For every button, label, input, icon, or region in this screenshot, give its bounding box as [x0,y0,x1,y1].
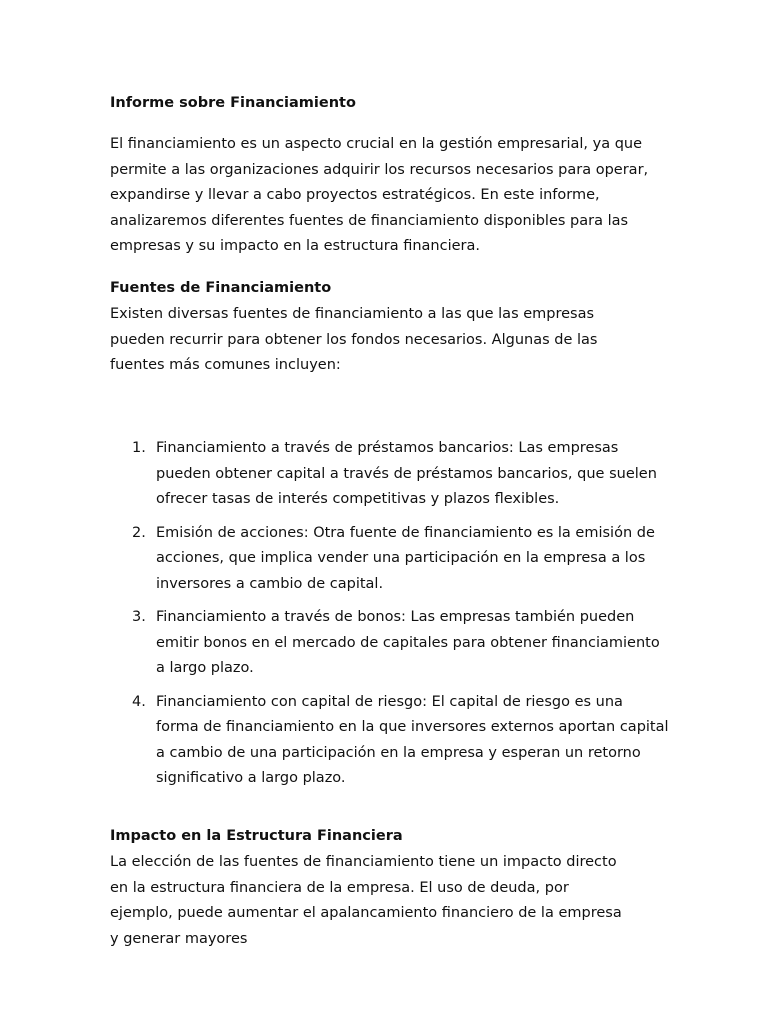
list-item-number: 4. [132,693,146,710]
list-item [110,605,670,682]
list-item-number: 3. [132,609,146,625]
list-item [110,436,670,513]
fuentes-heading: Fuentes de Financiamiento [110,280,332,296]
impacto-paragraph: La elección de las fuentes de financiamiento tiene un impacto directo en la estructura financiera de la empresa. El uso de deuda, por ejemplo, puede aumentar el apalancamiento financiero de la empresa y generar mayores [110,854,622,947]
impacto-heading: Impacto en la Estructura Financiera [110,828,403,844]
intro-paragraph: El financiamiento es un aspecto crucial en la gestión empresarial, ya que permite a las organizaciones adquirir los recursos necesarios para operar, expandirse y llevar a cabo proyectos estratégicos. En este informe, analizaremos diferentes fuentes de financiamiento disponibles para las empresas y su impacto en la estructura financiera. [110,136,649,254]
financing-sources-list [110,436,670,800]
list-item-number: 2. [132,524,146,541]
list-item-number: 1. [132,440,146,456]
document-title: Informe sobre Financiamiento [110,95,356,111]
list-item [110,521,670,598]
fuentes-paragraph: Existen diversas fuentes de financiamiento a las que las empresas pueden recurrir para obtener los fondos necesarios. Algunas de las fuentes más comunes incluyen: [110,306,598,373]
list-item-text: Financiamiento a través de bonos: Las empresas también pueden emitir bonos en el mercado de capitales para obtener financiamiento a largo plazo. [156,609,660,676]
list-item-text: Emisión de acciones: Otra fuente de financiamiento es la emisión de acciones, que implica vender una participación en la empresa a los inversores a cambio de capital. [156,524,655,592]
list-item [110,690,670,792]
list-item-text: Financiamiento con capital de riesgo: El capital de riesgo es una forma de financiamiento en la que inversores externos aportan capital a cambio de una participación en la empresa y esperan un retorno significativo a largo plazo. [156,693,669,786]
list-item-text: Financiamiento a través de préstamos bancarios: Las empresas pueden obtener capital a través de préstamos bancarios, que suelen ofrecer tasas de interés competitivas y plazos flexibles. [156,440,657,507]
